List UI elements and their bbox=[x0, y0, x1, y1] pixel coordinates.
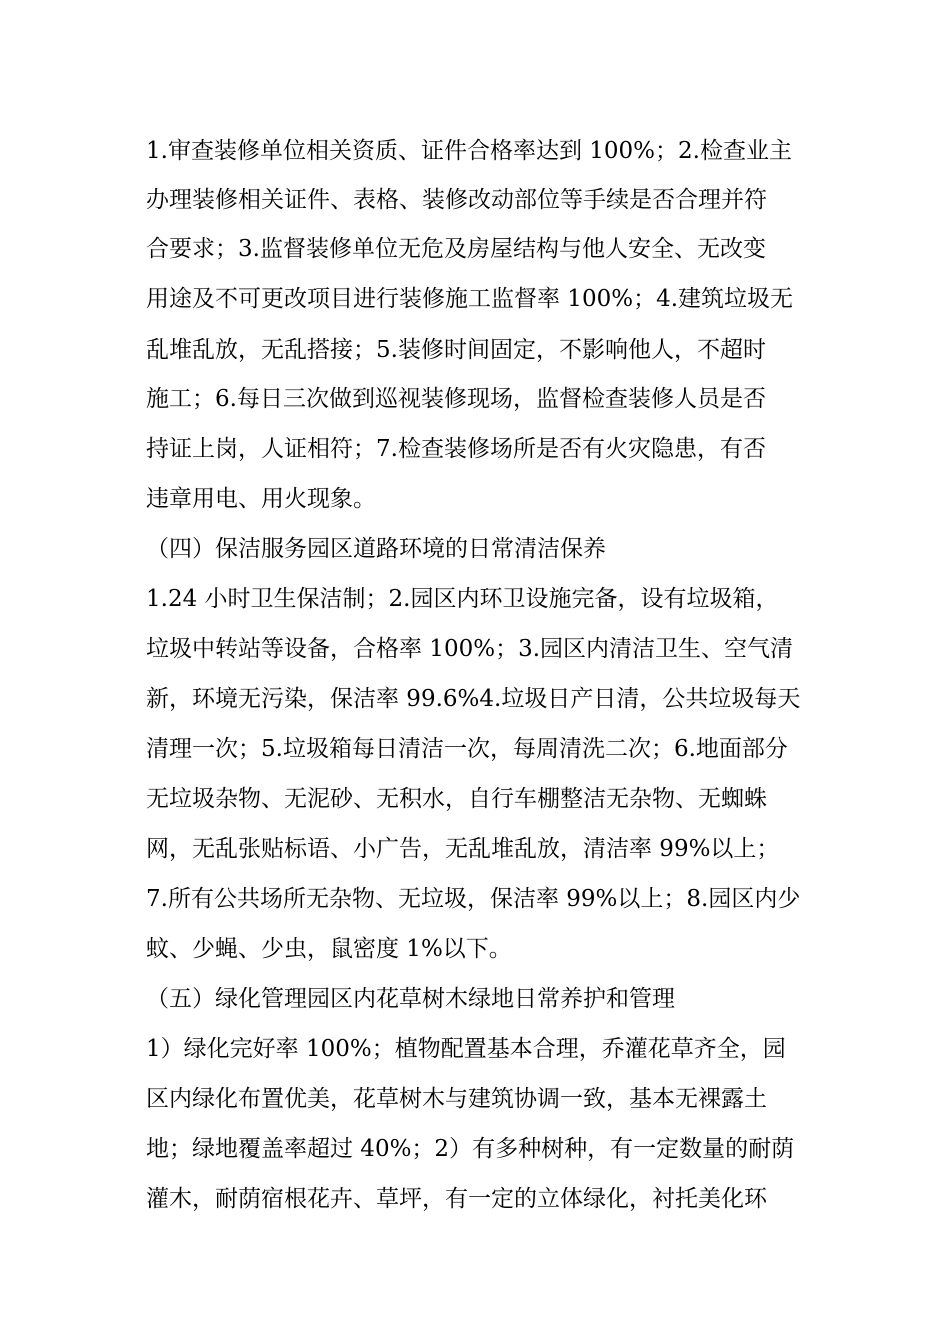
text-line: 办理装修相关证件、表格、装修改动部位等手续是否合理并符 bbox=[146, 187, 767, 213]
text-line: 违章用电、用火现象。 bbox=[146, 486, 376, 512]
text-line: 乱堆乱放，无乱搭接；5.装修时间固定，不影响他人，不超时 bbox=[146, 337, 766, 363]
text-line: 区内绿化布置优美，花草树木与建筑协调一致，基本无裸露土 bbox=[146, 1086, 767, 1112]
text-line: 7.所有公共场所无杂物、无垃圾，保洁率 99%以上；8.园区内少 bbox=[146, 886, 801, 912]
text-line: 1.24 小时卫生保洁制；2.园区内环卫设施完备，设有垃圾箱， bbox=[146, 586, 779, 612]
text-line: 1.审查装修单位相关资质、证件合格率达到 100%；2.检查业主 bbox=[146, 138, 792, 164]
text-line: 清理一次；5.垃圾箱每日清洁一次，每周清洗二次；6.地面部分 bbox=[146, 736, 788, 762]
text-line: 网，无乱张贴标语、小广告，无乱堆乱放，清洁率 99%以上； bbox=[146, 836, 780, 862]
text-line: 灌木，耐荫宿根花卉、草坪，有一定的立体绿化，衬托美化环 bbox=[146, 1186, 767, 1212]
section-heading: （五）绿化管理园区内花草树木绿地日常养护和管理 bbox=[146, 986, 675, 1012]
text-line: 垃圾中转站等设备，合格率 100%；3.园区内清洁卫生、空气清 bbox=[146, 636, 794, 662]
text-line: 施工；6.每日三次做到巡视装修现场，监督检查装修人员是否 bbox=[146, 386, 766, 412]
text-line: 无垃圾杂物、无泥砂、无积水，自行车棚整洁无杂物、无蜘蛛 bbox=[146, 786, 767, 812]
text-line: 新，环境无污染，保洁率 99.6%4.垃圾日产日清，公共垃圾每天 bbox=[146, 686, 801, 712]
section-heading: （四）保洁服务园区道路环境的日常清洁保养 bbox=[146, 536, 606, 562]
text-line: 用途及不可更改项目进行装修施工监督率 100%；4.建筑垃圾无 bbox=[146, 286, 794, 312]
text-line: 合要求；3.监督装修单位无危及房屋结构与他人安全、无改变 bbox=[146, 236, 766, 262]
text-line: 地；绿地覆盖率超过 40%；2）有多种树种，有一定数量的耐荫 bbox=[146, 1136, 795, 1162]
text-line: 持证上岗，人证相符；7.检查装修场所是否有火灾隐患，有否 bbox=[146, 436, 766, 462]
text-line: 1）绿化完好率 100%；植物配置基本合理，乔灌花草齐全，园 bbox=[146, 1036, 786, 1062]
text-line: 蚊、少蝇、少虫，鼠密度 1%以下。 bbox=[146, 936, 512, 962]
